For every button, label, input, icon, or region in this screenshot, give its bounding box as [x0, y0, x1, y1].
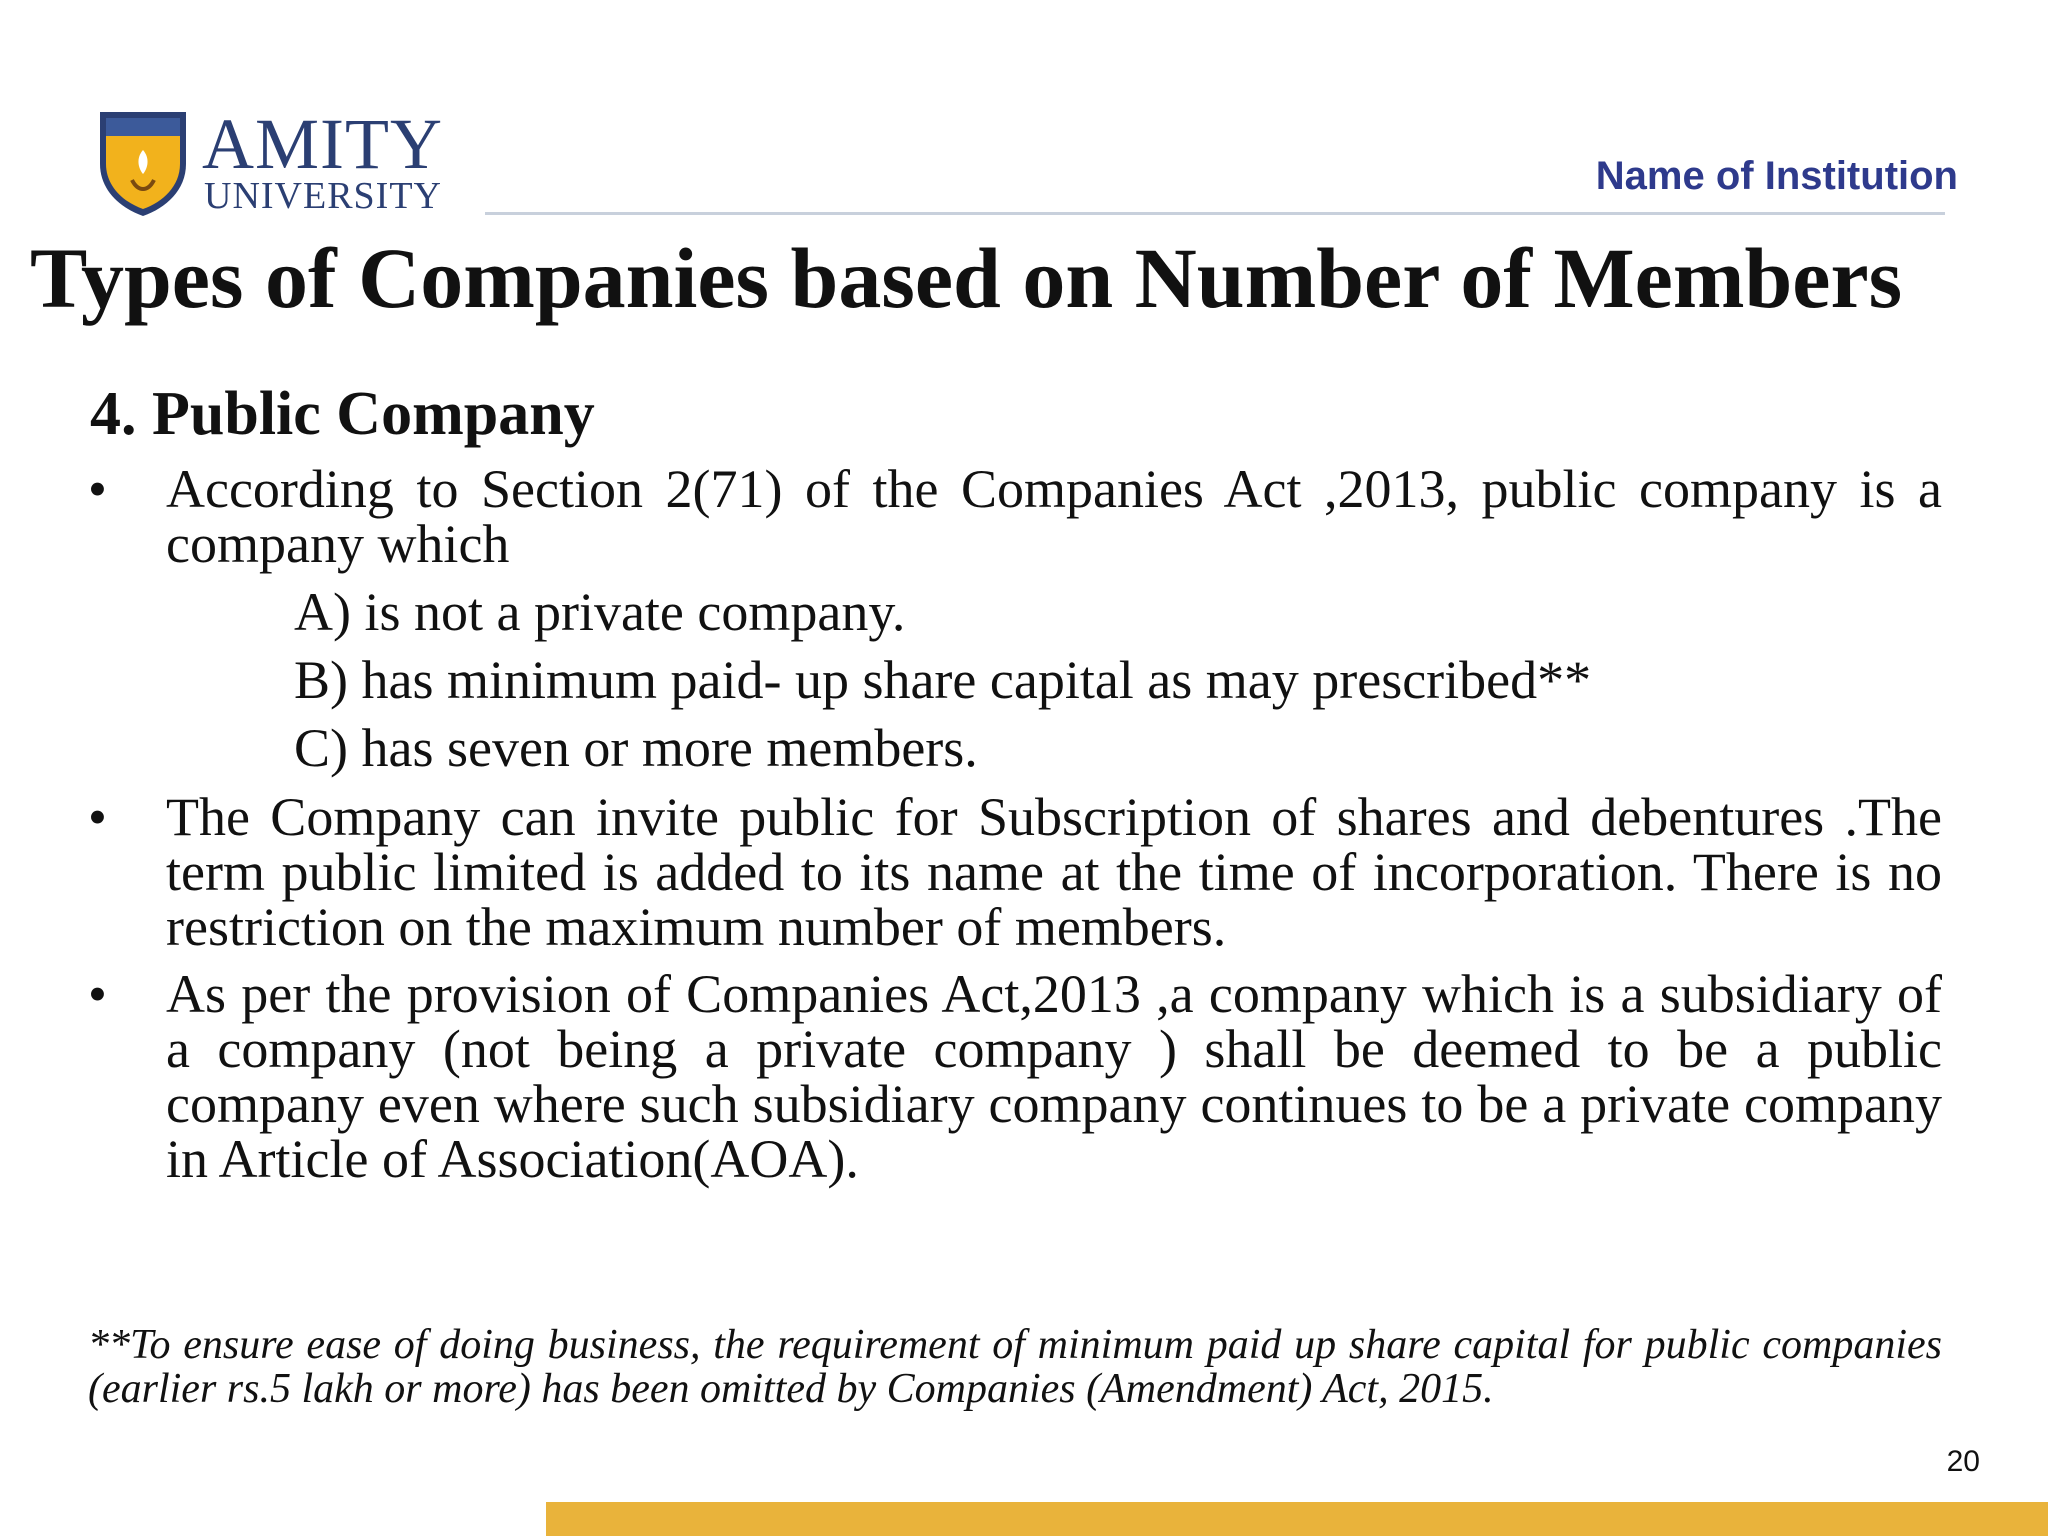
slide-title: Types of Companies based on Number of Members	[30, 230, 1903, 326]
logo-wordmark: AMITY	[202, 104, 443, 184]
sub-item: B) has minimum paid- up share capital as may prescribed**	[294, 650, 1592, 710]
university-logo	[96, 104, 446, 222]
bullet-text: The Company can invite public for Subscription of shares and debentures .The term public limited is added to its name at the time of incorporation. There is no restriction on the maximum number of members.	[166, 787, 1942, 957]
bullet-marker: •	[88, 459, 107, 519]
bullet-marker: •	[88, 964, 107, 1024]
sub-item: C) has seven or more members.	[294, 718, 978, 778]
page-number: 20	[1946, 1445, 1980, 1478]
bullet-item	[88, 787, 1942, 957]
institution-name: Name of Institution	[1595, 154, 1958, 198]
bullet-item	[88, 459, 1942, 574]
header-divider	[485, 212, 1945, 215]
bullet-item	[88, 964, 1942, 1189]
logo-subtitle: UNIVERSITY	[204, 175, 442, 217]
shield-crest-icon	[96, 106, 190, 218]
footer-accent-bar	[546, 1502, 2048, 1536]
bullet-text: As per the provision of Companies Act,2013 ,a company which is a subsidiary of a company (not being a private company ) shall be deemed to be a public company even where such subsidiary company continues to be a private company in Article of Association(AOA).	[166, 964, 1942, 1189]
bullet-text: According to Section 2(71) of the Companies Act ,2013, public company is a company which	[166, 459, 1942, 574]
section-heading: 4. Public Company	[90, 380, 595, 448]
sub-item: A) is not a private company.	[294, 582, 906, 642]
footnote: **To ensure ease of doing business, the requirement of minimum paid up share capital for public companies (earlier rs.5 lakh or more) has been omitted by Companies (Amendment) Act, 2015.	[88, 1322, 1942, 1412]
bullet-marker: •	[88, 787, 107, 847]
